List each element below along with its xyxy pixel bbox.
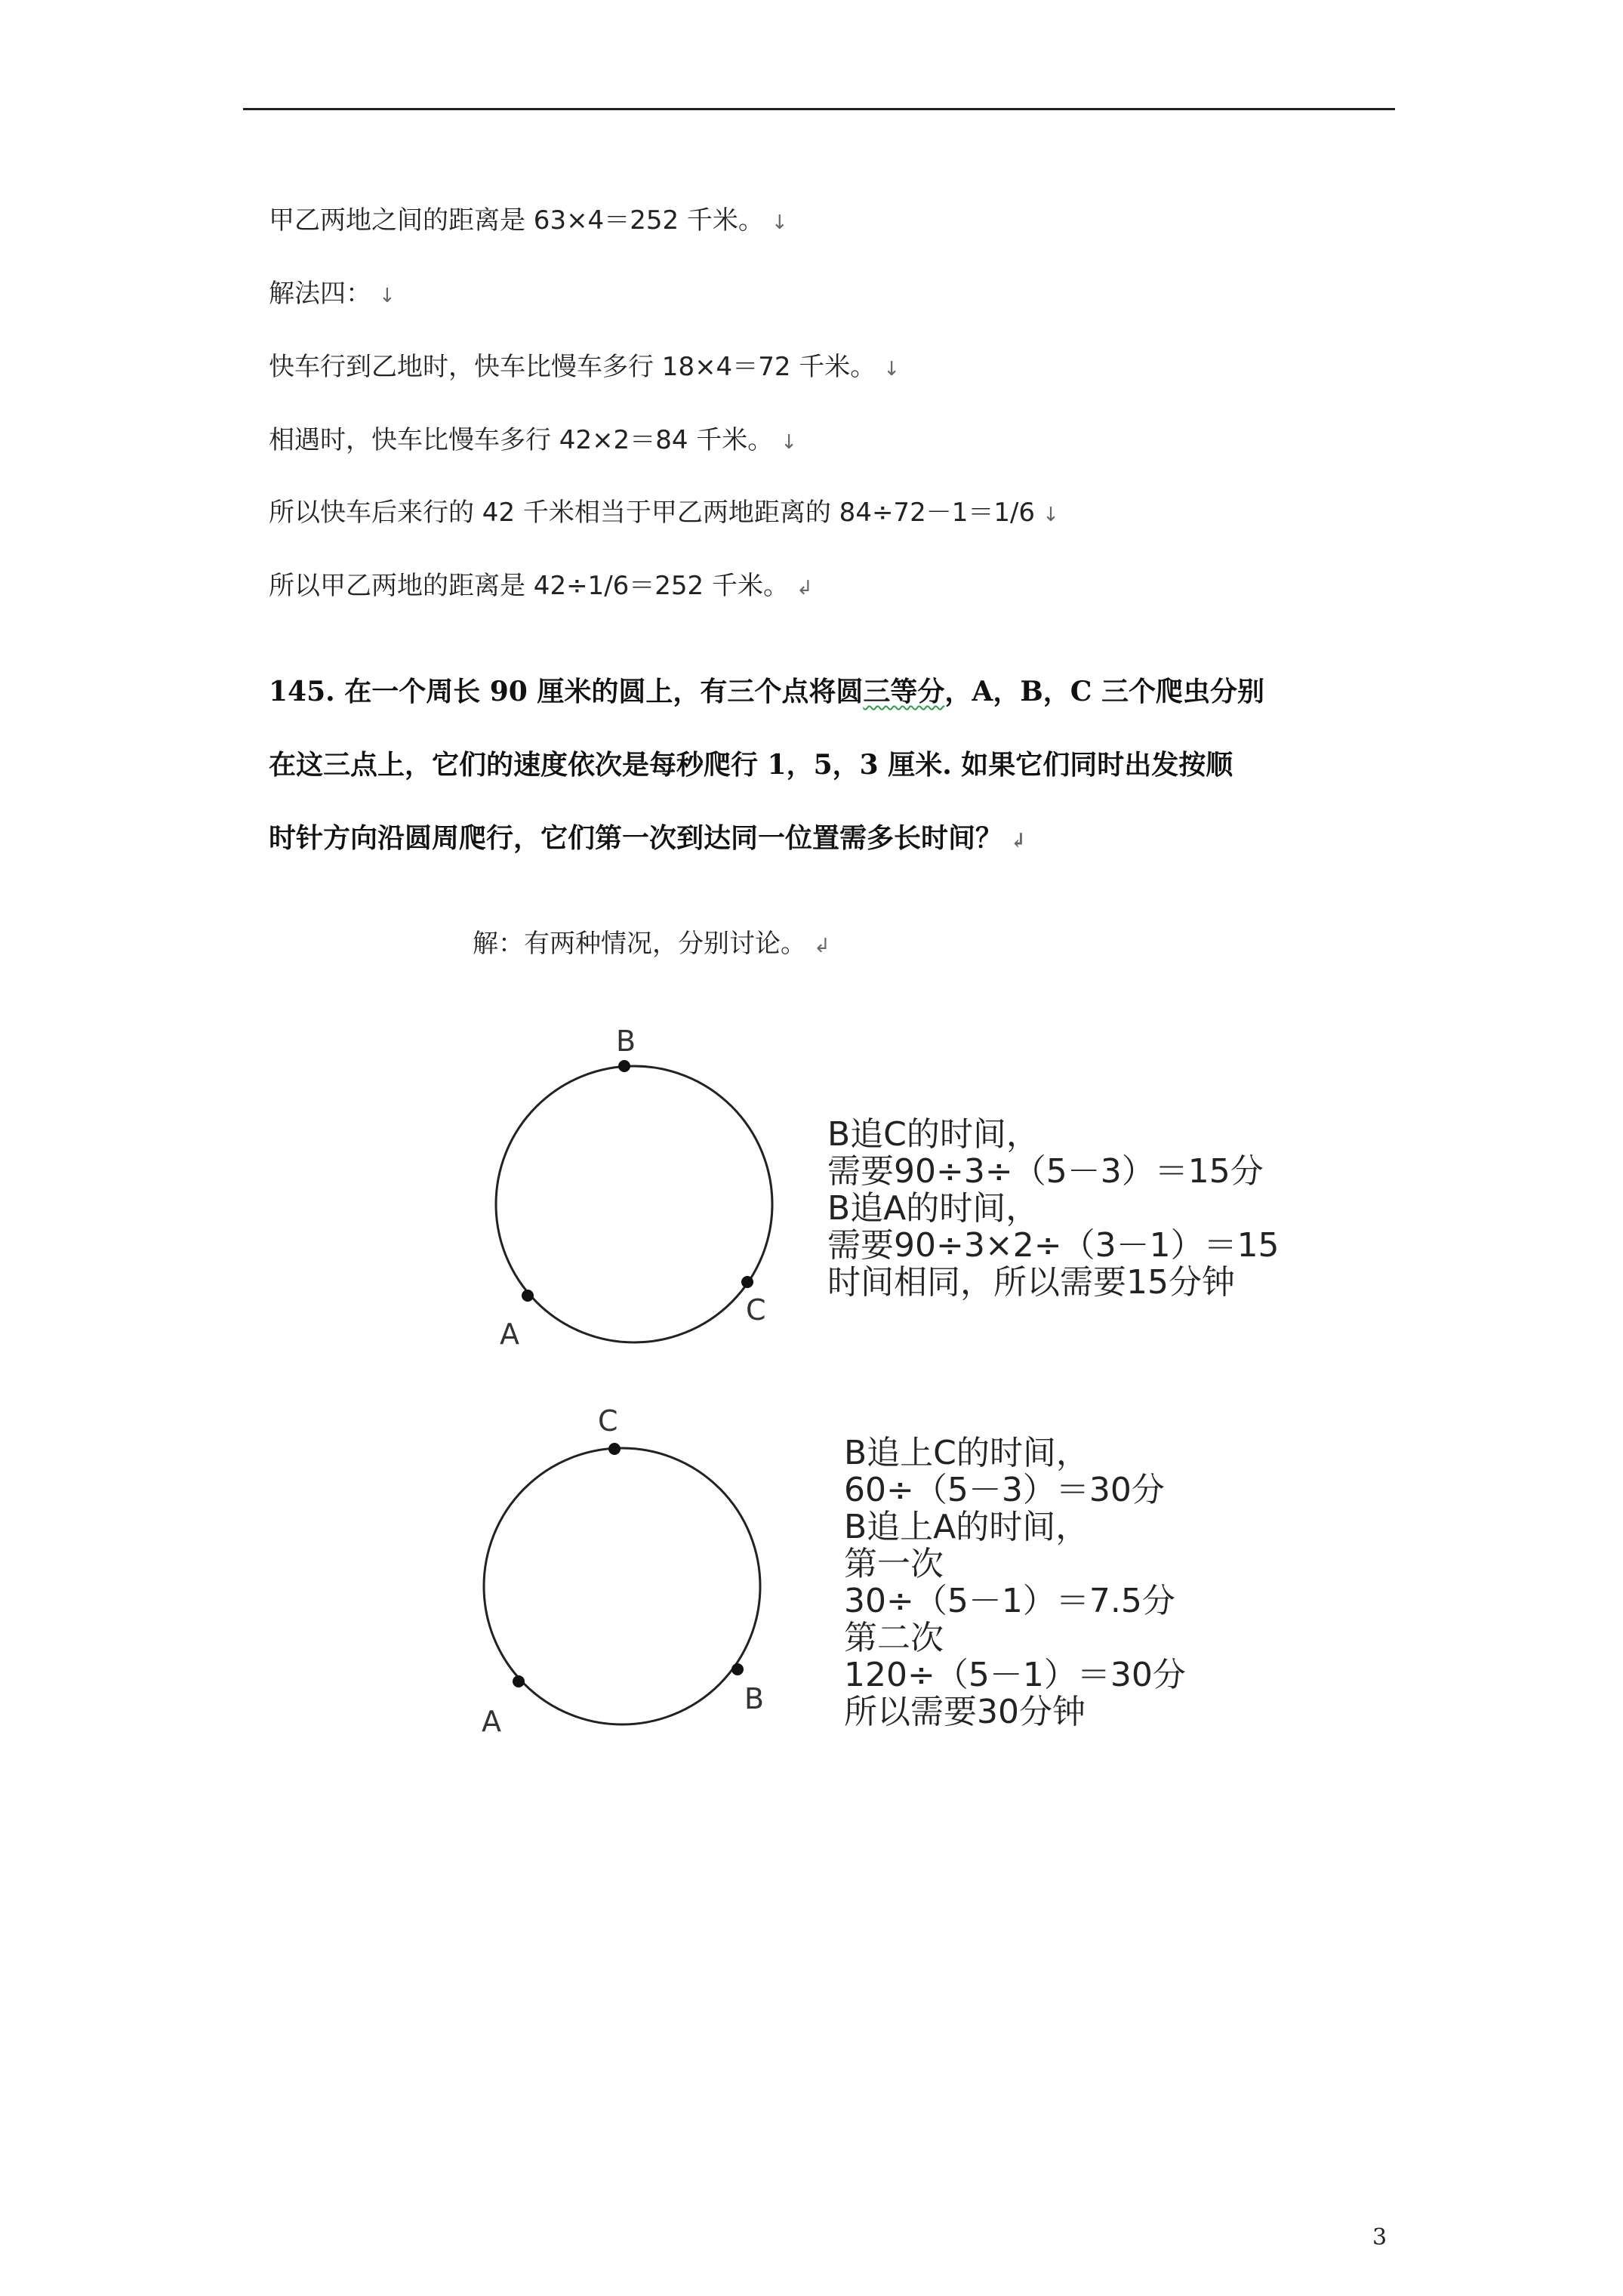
figure-2-circle — [460, 1393, 793, 1740]
question-line-3: 时针方向沿圆周爬行，它们第一次到达同一位置需多长时间？ ↲ — [269, 822, 1027, 854]
figure-1-notes: B追C的时间， 需要90÷3÷（5－3）＝15分 B追A的时间， 需要90÷3×2÷（3－1）＝15 时间相同，所以需要15分钟 — [827, 1115, 1280, 1302]
label-top: C — [598, 1404, 618, 1438]
solution-intro: 解：有两种情况，分别讨论。 ↲ — [473, 929, 830, 959]
wavy-underlined-word: 三等分 — [863, 676, 945, 707]
label-top: B — [616, 1025, 636, 1058]
text-line: 甲乙两地之间的距离是 63×4＝252 千米。 ↓ — [269, 205, 788, 236]
text-line: 所以甲乙两地的距离是 42÷1/6＝252 千米。 ↲ — [269, 571, 813, 601]
text-line: 相遇时，快车比慢车多行 42×2＝84 千米。 ↓ — [269, 425, 798, 455]
header-rule — [243, 108, 1395, 110]
label-right: B — [744, 1682, 765, 1715]
figure-2-notes: B追上C的时间， 60÷（5－3）＝30分 B追上A的时间， 第一次 30÷（5－1）＝7.5分 第二次 120÷（5－1）＝30分 所以需要30分钟 — [844, 1434, 1186, 1731]
point-left — [522, 1290, 534, 1302]
question-line-2: 在这三点上，它们的速度依次是每秒爬行 1，5，3 厘米. 如果它们同时出发按顺 — [269, 749, 1233, 781]
point-top — [608, 1443, 621, 1455]
question-line-1: 145. 在一个周长 90 厘米的圆上，有三个点将圆三等分，A，B，C 三个爬虫分别 — [269, 676, 1264, 707]
label-left: A — [500, 1318, 519, 1351]
page-number: 3 — [1372, 2224, 1387, 2251]
label-right: C — [746, 1293, 766, 1327]
point-left — [513, 1675, 525, 1687]
point-right — [741, 1276, 753, 1288]
text-line: 快车行到乙地时，快车比慢车多行 18×4＝72 千米。 ↓ — [269, 352, 901, 382]
circle-outline — [484, 1448, 760, 1724]
text-line: 所以快车后来行的 42 千米相当于甲乙两地距离的 84÷72－1＝1/6 ↓ — [269, 498, 1059, 528]
text-line: 解法四： ↓ — [269, 279, 396, 309]
point-top — [618, 1060, 630, 1072]
label-left: A — [482, 1705, 501, 1738]
point-right — [731, 1663, 744, 1675]
circle-outline — [496, 1066, 772, 1342]
figure-1-circle — [468, 1012, 800, 1359]
